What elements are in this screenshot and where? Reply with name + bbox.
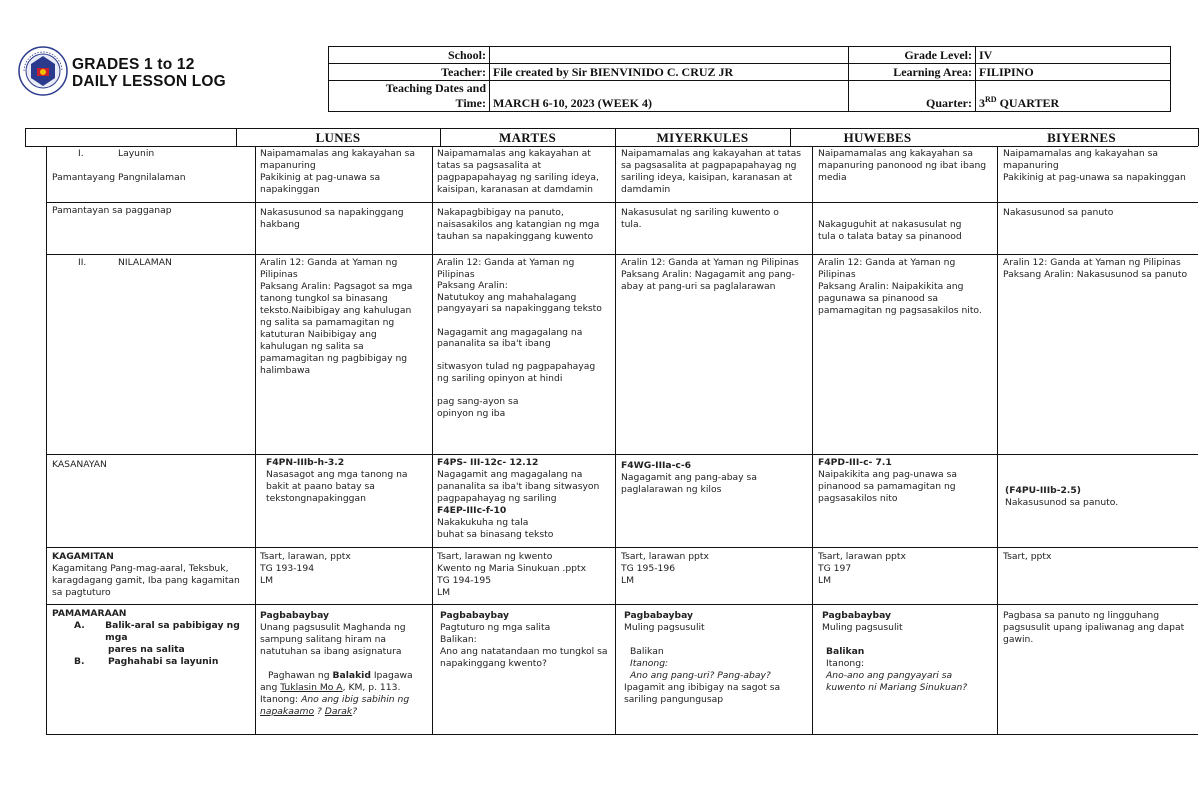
competency-code: (F4PU-IIIb-2.5) (1005, 485, 1081, 496)
cell-text-line: Paksang Aralin: (437, 280, 508, 292)
cell-text-line: Nagagamit ang magagalang na (437, 469, 583, 480)
nilalaman-martes (437, 257, 613, 419)
layunin-biyernes (1003, 148, 1198, 184)
grid-line (46, 734, 1198, 735)
cell-text-line: Aralin 12: Ganda at Yaman ng (260, 257, 398, 268)
area-label: Learning Area: (849, 64, 976, 81)
cell-text-line: Naipamamalas ang kakayahan sa (260, 148, 416, 159)
cell-text-line: LM (260, 575, 274, 586)
day-header-miyerkules: MIYERKULES (656, 130, 749, 145)
cell-text-line: bakit at paano batay sa (266, 481, 375, 492)
competency-code: F4PS- III-12c- 12.12 (437, 457, 539, 468)
day-header-biyernes: BIYERNES (1047, 130, 1116, 145)
cell-text-line: TG 197 (818, 563, 852, 574)
row-label-kasanayan: KASANAYAN (52, 459, 107, 470)
cell-text-line: pinanood sa pamamagitan ng (818, 481, 956, 492)
cell-text-line: Pagbabaybay (260, 610, 330, 621)
dates-label: Teaching Dates and Time: (329, 81, 490, 112)
cell-text-line: kuwento ni Mariang Sinukuan? (826, 682, 968, 693)
cell-text-line: Aralin 12: Ganda at Yaman ng Pilipinas (621, 257, 799, 268)
area-value: FILIPINO (976, 64, 1171, 81)
title-line-1: GRADES 1 to 12 (72, 56, 195, 73)
cell-text-line: tekstongnapakinggan (266, 493, 366, 504)
pagganap-martes (437, 207, 613, 243)
cell-text-line: napakaamo ? Darak? (260, 706, 358, 717)
row-label-pagganap: Pamantayan sa pagganap (52, 205, 172, 216)
cell-text-line: Naipakikita ang pag-unawa sa (818, 469, 957, 480)
cell-text-line: Itanong: Ano ang ibig sabihin ng (260, 694, 410, 705)
pamamaraan-miyerkules (624, 610, 811, 706)
kagamitan-lunes (260, 551, 430, 587)
cell-text-line (437, 350, 613, 362)
kagamitan-miyerkules (621, 551, 811, 587)
cell-text-line: gawin. (1003, 634, 1034, 645)
cell-text-line: LM (437, 587, 451, 598)
cell-text-line: Naipamamalas ang kakayahan sa (1003, 148, 1159, 159)
cell-text-line: pagpapahayag ng sariling (437, 493, 557, 504)
layunin-lunes (260, 148, 430, 196)
cell-text-line: Balikan (826, 646, 865, 657)
competency-code: F4PN-IIIb-h-3.2 (266, 457, 345, 468)
cell-text-line: Ipagamit ang ibibigay na sagot sa (624, 682, 781, 693)
cell-text-line: TG 195-196 (621, 563, 676, 574)
dates-value: MARCH 6-10, 2023 (WEEK 4) (490, 81, 849, 112)
grid-line (1198, 128, 1199, 146)
row-label-kagamitan (52, 551, 252, 599)
grid-line (46, 254, 1198, 255)
nilalaman-huwebes (818, 257, 996, 317)
pagganap-huwebes (818, 207, 996, 243)
cell-text-line: Itanong: (826, 658, 865, 669)
cell-text-line: sitwasyon tulad ng pagpapahayag (437, 361, 596, 373)
cell-text-line: pamamagitan ng pagbibigay ng (260, 353, 408, 364)
cell-text-line: LM (818, 575, 832, 586)
cell-text-line: Nagagamit ang magagalang na (437, 326, 583, 338)
cell-text-line: Nagagamit ang pang-abay sa (621, 472, 757, 483)
cell-text-line: Muling pagsusulit (624, 622, 705, 633)
row-label-nilalaman: II. NILALAMAN (78, 257, 172, 268)
cell-text-line: paglalarawan ng kilos (621, 484, 722, 495)
cell-text-line: naisasakilos ang katangian ng mga (437, 219, 600, 230)
cell-text-line: opinyon ng iba (437, 407, 506, 419)
cell-text-line: Pakikinig at pag-unawa sa napakinggan (1003, 172, 1186, 183)
row-label-pamamaraan: PAMAMARAAN A. Balik-aral sa pabibigay ng mga pares na salita B. Paghahabi sa layunin (52, 608, 252, 668)
cell-text-line: LM (621, 575, 635, 586)
kagamitan-martes (437, 551, 613, 599)
cell-text-line: PAMAMARAAN (52, 608, 127, 619)
nilalaman-biyernes (1003, 257, 1198, 281)
cell-text-line: Paghawan ng Balakid Ipagawa (268, 670, 413, 681)
cell-text-line: Ano ang pang-uri? Pang-abay? (630, 670, 771, 681)
cell-text-line: halimbawa (260, 365, 311, 376)
cell-text-line: sariling pangungusap (624, 694, 724, 705)
school-label: School: (329, 47, 490, 64)
cell-text-line: media (818, 172, 847, 183)
kasanayan-lunes (266, 457, 430, 505)
cell-text-line: pagsusulit upang ipaliwanag ang dapat (1003, 622, 1185, 633)
cell-text-line (624, 634, 811, 646)
cell-text-line: ng sariling opinyon at hindi (437, 372, 563, 384)
teacher-value: File created by Sir BIENVINIDO C. CRUZ JR (490, 64, 849, 81)
cell-text-line: Naipamamalas ang kakayahan at (437, 148, 591, 159)
cell-text-line: pagsasakilos nito (818, 493, 898, 504)
title-line-2: DAILY LESSON LOG (72, 73, 226, 90)
cell-text-line (52, 160, 252, 172)
cell-text-line: pananalita sa iba't ibang (437, 338, 551, 350)
cell-text-line: Muling pagsusulit (822, 622, 903, 633)
layunin-huwebes (818, 148, 996, 184)
pamamaraan-huwebes (822, 610, 996, 694)
cell-text-line: teksto.Naibibigay ang kahulugan (260, 305, 412, 316)
grid-line (615, 146, 616, 734)
day-header-huwebes: HUWEBES (843, 130, 912, 145)
quarter-value: 3RD QUARTER (976, 81, 1171, 112)
cell-text-line: Aralin 12: Ganda at Yaman ng Pilipinas (1003, 257, 1181, 268)
cell-text-line: sampung salitang hiram na (260, 634, 387, 645)
cell-text-line: pagunawa sa pinanood sa (818, 293, 939, 304)
cell-text-line: Nakasusunod sa napakinggang (260, 207, 404, 218)
cell-text-line: Kwento ng Maria Sinukuan .pptx (437, 563, 587, 574)
kasanayan-biyernes (1005, 485, 1198, 509)
cell-text-line: Nakapagbibigay na panuto, (437, 207, 564, 218)
cell-text-line: abay at pang-uri sa paglalarawan (621, 281, 776, 292)
cell-text-line: mapanuring panonood ng ibat ibang (818, 160, 987, 171)
grid-line (255, 146, 256, 734)
teacher-label: Teacher: (329, 64, 490, 81)
cell-text-line: katuturan Naibibigay ang (260, 329, 377, 340)
cell-text-line: Paksang Aralin: Naipakikita ang (818, 281, 964, 292)
cell-text-line: Paksang Aralin: Pagsagot sa mga (260, 281, 413, 292)
cell-text-line: Tsart, larawan, pptx (260, 551, 351, 562)
kagamitan-biyernes (1003, 551, 1198, 563)
grid-line (46, 454, 1198, 455)
kagamitan-huwebes (818, 551, 996, 587)
grid-line (46, 604, 1198, 605)
cell-text-line: TG 193-194 (260, 563, 315, 574)
cell-text-line: Pilipinas (818, 269, 856, 280)
cell-text-line: pangyayari sa napakinggang teksto (437, 303, 602, 315)
cell-text-line: pag sang-ayon sa (437, 396, 519, 408)
layunin-miyerkules (621, 148, 811, 196)
cell-text-line: Pilipinas (260, 269, 298, 280)
cell-text-line: Nakasusunod sa panuto. (1005, 497, 1119, 508)
day-header-lunes: LUNES (315, 130, 361, 145)
cell-text-line: Balikan (630, 646, 664, 657)
cell-text-line: Pakikinig at pag-unawa sa (260, 172, 381, 183)
cell-text-line: Pagbabaybay (440, 610, 510, 621)
cell-text-line: sa pagsasalita at pagpapapahayag ng (621, 160, 797, 171)
cell-text-line: mapanuring (1003, 160, 1059, 171)
competency-code: F4WG-IIIa-c-6 (621, 460, 692, 471)
competency-code: F4EP-IIIc-f-10 (437, 505, 507, 516)
cell-text-line: damdamin (621, 184, 671, 195)
cell-text-line (260, 658, 430, 670)
cell-text-line: Pilipinas (437, 268, 475, 280)
cell-text-line: kaisipan, karanasan at damdamin (437, 184, 593, 195)
grid-line (25, 128, 26, 146)
cell-text-line: Tsart, larawan ng kwento (437, 551, 553, 562)
cell-text-line: sa pagtuturo (52, 587, 111, 598)
cell-text-line: Natutukoy ang mahahalagang (437, 291, 577, 303)
cell-text-line: napakinggang kwento? (440, 658, 547, 669)
pamamaraan-lunes (260, 610, 430, 718)
cell-text-line: mapanuring (260, 160, 316, 171)
cell-text-line: napakinggan (260, 184, 320, 195)
pagganap-lunes (260, 207, 430, 231)
cell-text-line: tanong tungkol sa binasang (260, 293, 388, 304)
cell-text-line: hakbang (260, 219, 300, 230)
cell-text-line: tauhan sa napakinggang kuwento (437, 231, 594, 242)
cell-text-line: ang Tuklasin Mo A, KM, p. 113. (260, 682, 401, 693)
cell-text-line: Ano-ano ang pangyayari sa (826, 670, 953, 681)
day-header-martes: MARTES (499, 130, 556, 145)
cell-text-line: tula. (621, 219, 642, 230)
quarter-label: Quarter: (849, 81, 976, 112)
cell-text-line: Pagbabaybay (822, 610, 892, 621)
competency-code: F4PD-III-c- 7.1 (818, 457, 892, 468)
pagganap-miyerkules (621, 207, 811, 231)
cell-text-line: sariling ideya, kaisipan, karanasan at (621, 172, 793, 183)
cell-text-line: TG 194-195 (437, 575, 492, 586)
grid-line (46, 202, 1198, 203)
nilalaman-lunes (260, 257, 430, 377)
grid-line (997, 146, 998, 734)
kasanayan-miyerkules (621, 460, 811, 496)
cell-text-line: karagdagang gamit, Iba pang kagamitan (52, 575, 240, 586)
cell-text-line (437, 385, 613, 397)
cell-text-line: Ano ang natatandaan mo tungkol sa (440, 646, 608, 657)
cell-text-line: Pagtuturo ng mga salita (440, 622, 551, 633)
kasanayan-martes (437, 457, 613, 541)
cell-text-line: natutuhan sa ibang asignatura (260, 646, 402, 657)
cell-text-line: Aralin 12: Ganda at Yaman ng (818, 257, 956, 268)
grid-line (25, 146, 1198, 147)
grade-label: Grade Level: (849, 47, 976, 64)
cell-text-line: Unang pagsusulit Maghanda ng (260, 622, 406, 633)
cell-text-line: Tsart, larawan pptx (621, 551, 709, 562)
grid-line (46, 547, 1198, 548)
cell-text-line: Paksang Aralin: Nagagamit ang pang- (621, 269, 795, 280)
cell-text-line: tula o talata batay sa pinanood (818, 231, 962, 242)
pagganap-biyernes (1003, 207, 1198, 219)
grid-line (46, 146, 47, 734)
cell-text-line: Nakasusunod sa panuto (1003, 207, 1114, 218)
kasanayan-huwebes (818, 457, 996, 505)
cell-text-line: Nakaguguhit at nakasusulat ng (818, 219, 962, 230)
pamamaraan-biyernes (1003, 610, 1198, 646)
cell-text-line: pamamagitan ng pagsasakilos nito. (818, 305, 982, 316)
cell-text-line: Tsart, larawan pptx (818, 551, 906, 562)
cell-text-line: buhat sa binasang teksto (437, 529, 554, 540)
cell-text-line: KAGAMITAN (52, 551, 114, 562)
grid-line (432, 146, 433, 734)
cell-text-line (818, 207, 996, 219)
cell-text-line: Nakasusulat ng sariling kuwento o (621, 207, 779, 218)
cell-text-line (822, 634, 996, 646)
grid-line (812, 146, 813, 734)
layunin-martes (437, 148, 613, 196)
cell-text-line: Nakakukuha ng tala (437, 517, 529, 528)
cell-text-line: ng salita sa pamamagitan ng (260, 317, 395, 328)
cell-text-line: Paksang Aralin: Nakasusunod sa panuto (1003, 269, 1188, 280)
grade-value: IV (976, 47, 1171, 64)
cell-text-line: Naipamamalas ang kakayahan at tatas (621, 148, 802, 159)
cell-text-line: kahulugan ng salita sa (260, 341, 364, 352)
cell-text-line: pananalita sa iba't ibang sitwasyon (437, 481, 600, 492)
cell-text-line: Balikan: (440, 634, 477, 645)
cell-text-line: Pagbabaybay (624, 610, 694, 621)
cell-text-line (437, 315, 613, 327)
cell-text-line: Aralin 12: Ganda at Yaman ng (437, 257, 575, 268)
row-label-layunin: I. Layunin Pamantayang Pangnilalaman (52, 148, 252, 184)
nilalaman-miyerkules (621, 257, 811, 293)
sub-label: Pamantayang Pangnilalaman (52, 172, 186, 183)
cell-text-line: pagpapapahayag ng sariling ideya, (437, 172, 599, 183)
cell-text-line: tatas sa pagsasalita at (437, 160, 542, 171)
cell-text-line: Kagamitang Pang-mag-aaral, Teksbuk, (52, 563, 229, 574)
cell-text-line: Nasasagot ang mga tanong na (266, 469, 408, 480)
cell-text-line: Itanong: (630, 658, 669, 669)
cell-text-line: Tsart, pptx (1003, 551, 1052, 562)
cell-text-line: Pagbasa sa panuto ng lingguhang (1003, 610, 1160, 621)
pamamaraan-martes (440, 610, 613, 670)
cell-text-line: Naipamamalas ang kakayahan sa (818, 148, 974, 159)
